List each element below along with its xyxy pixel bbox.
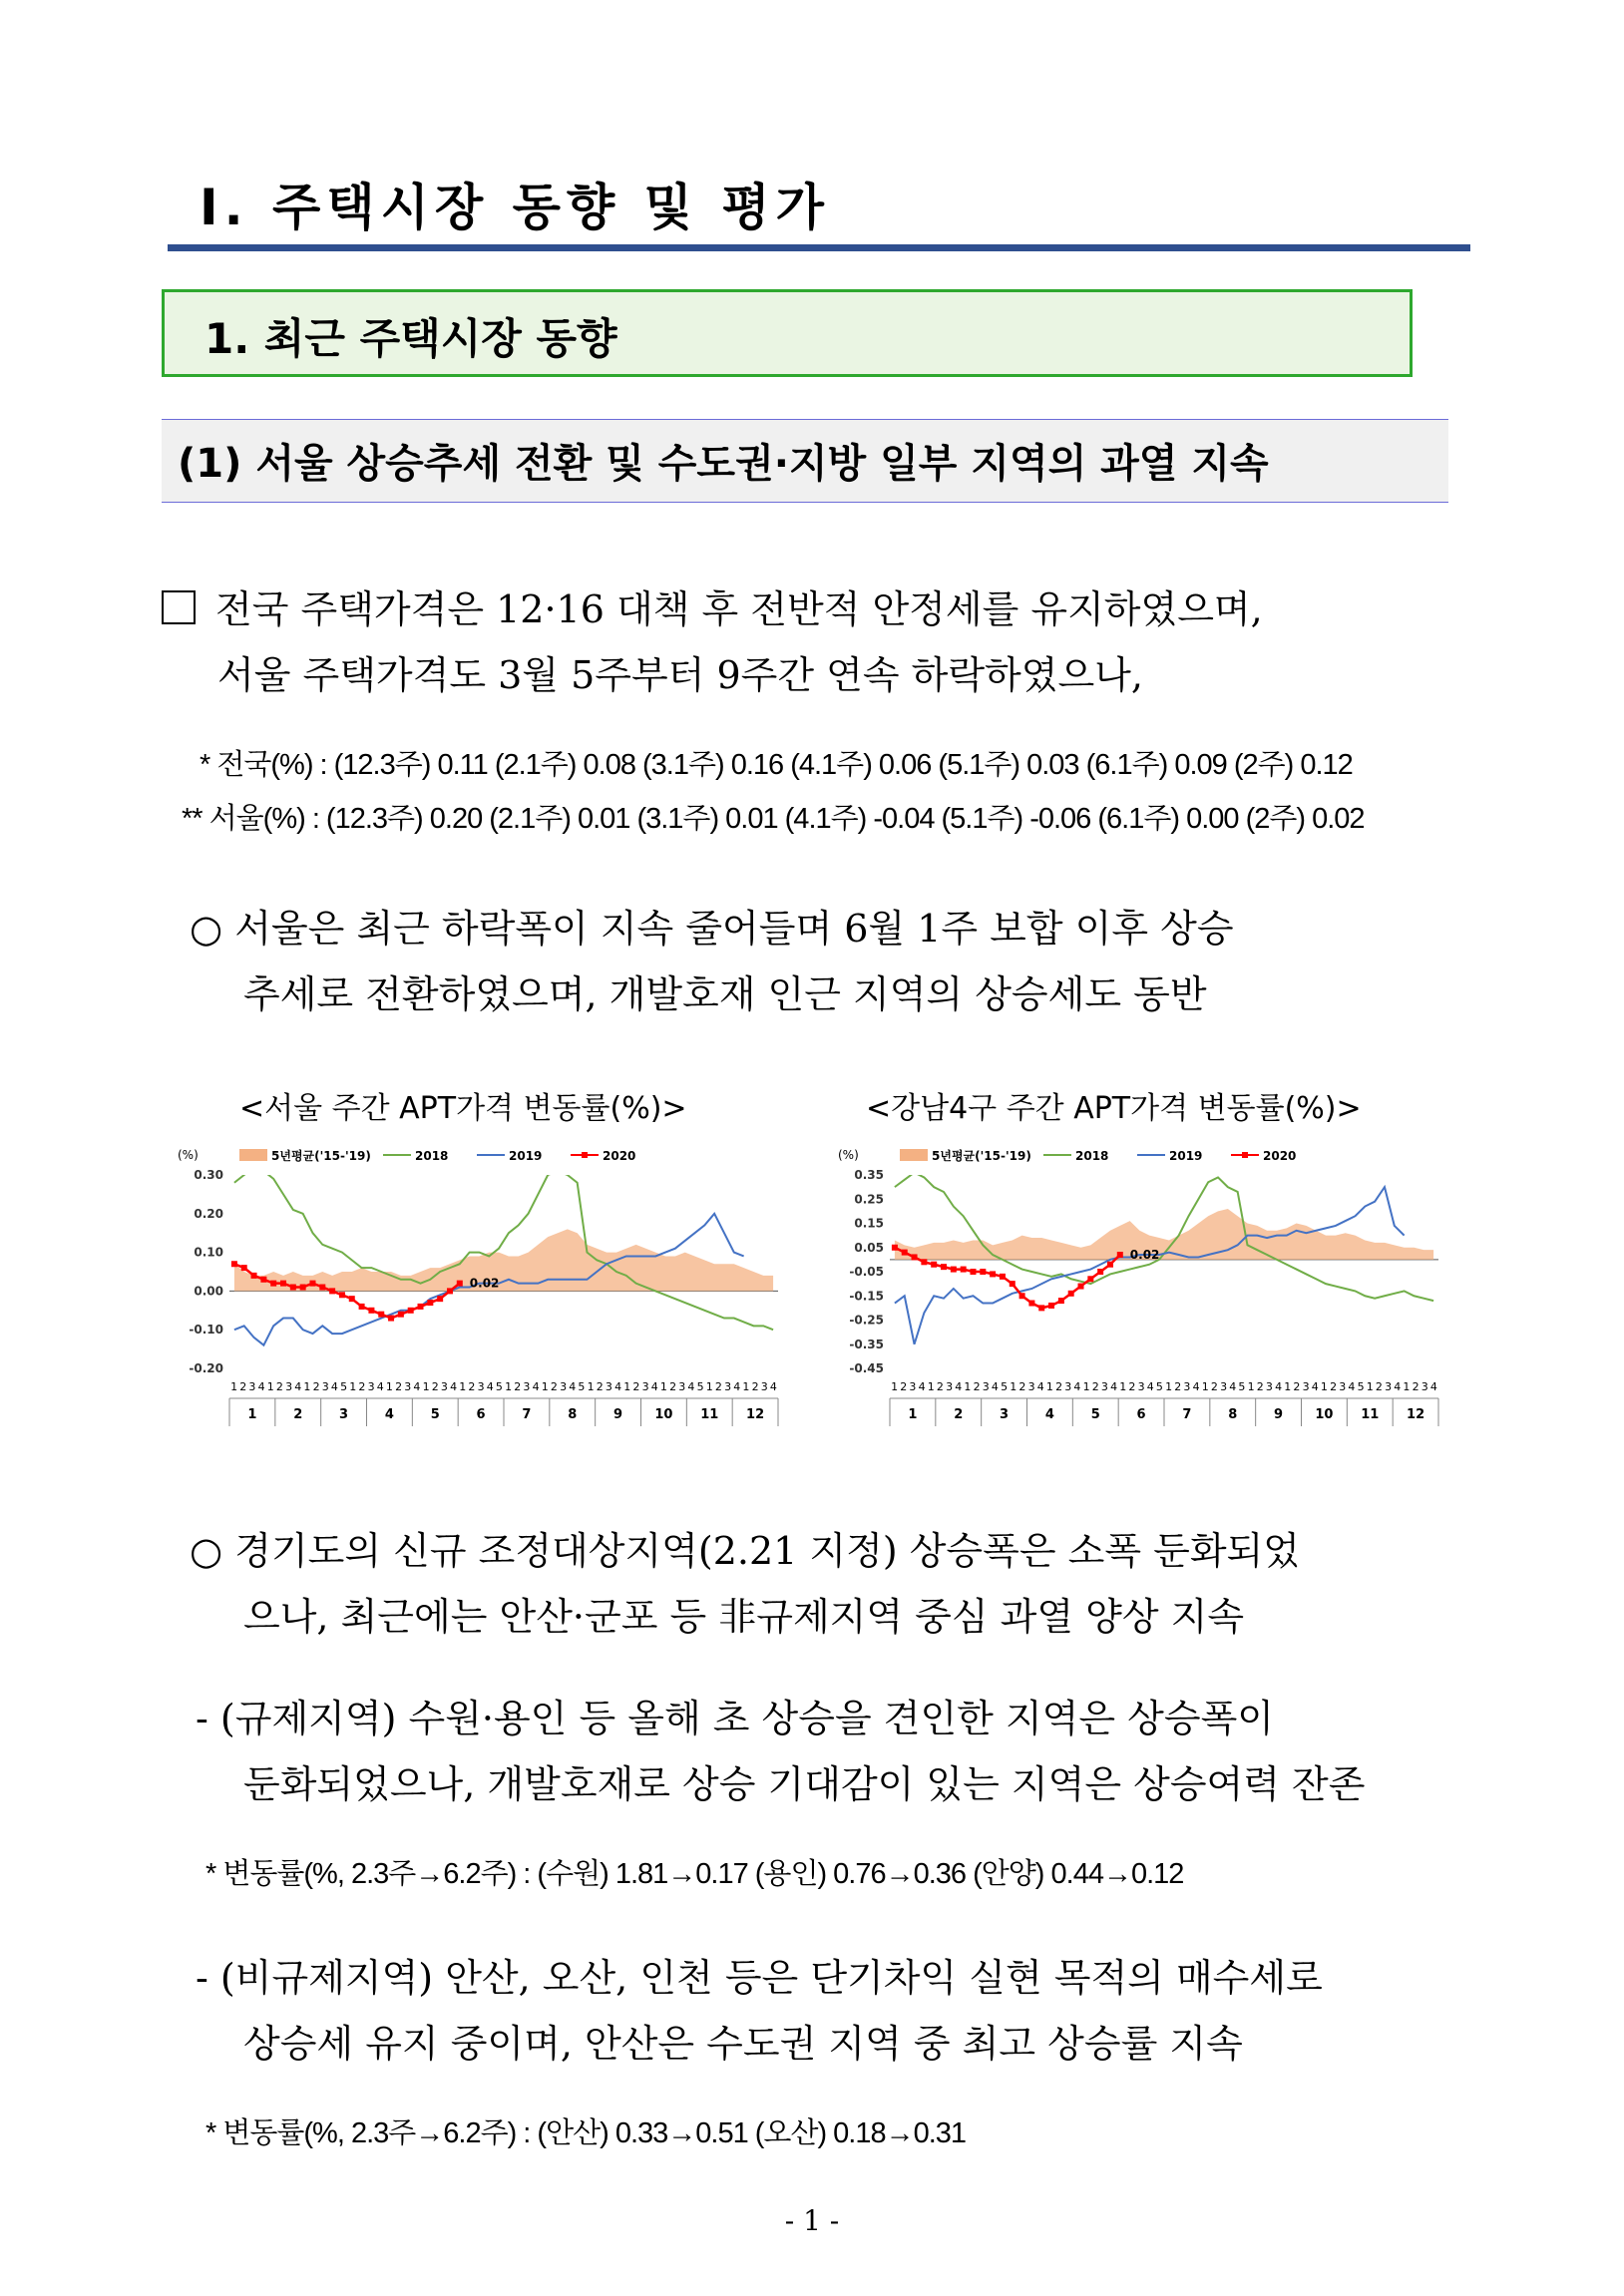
x-week-label: 2: [1091, 1380, 1099, 1393]
y-tick-label: -0.20: [189, 1361, 223, 1375]
point-2020: [1107, 1262, 1113, 1268]
legend-label: 2019: [509, 1149, 543, 1163]
bullet1-line1: ○ 서울은 최근 하락폭이 지속 줄어들며 6월 1주 보합 이후 상승: [190, 907, 1234, 951]
point-2020: [290, 1285, 296, 1291]
legend-label: 2018: [1075, 1149, 1109, 1163]
point-2020: [892, 1245, 898, 1251]
x-week-label: 4: [991, 1380, 999, 1393]
x-week-label: 4: [1110, 1380, 1118, 1393]
x-week-label: 2: [669, 1380, 677, 1393]
x-week-label: 4: [650, 1380, 658, 1393]
point-2020: [1019, 1293, 1025, 1299]
x-month-label: 12: [746, 1407, 765, 1422]
x-week-label: 3: [946, 1380, 954, 1393]
point-2020: [970, 1269, 976, 1275]
x-week-label: 2: [239, 1380, 247, 1393]
point-2020: [941, 1264, 947, 1270]
x-week-label: 5: [1155, 1380, 1163, 1393]
x-week-label: 2: [1055, 1380, 1063, 1393]
x-month-label: 10: [1315, 1407, 1334, 1422]
point-2020: [951, 1267, 957, 1273]
x-week-label: 2: [550, 1380, 558, 1393]
x-week-label: 5: [1357, 1380, 1365, 1393]
x-month-label: 3: [1000, 1407, 1010, 1422]
x-month-label: 10: [654, 1407, 673, 1422]
x-week-label: 1: [891, 1380, 899, 1393]
point-2020: [1087, 1276, 1093, 1282]
dash2-line2: 상승세 유지 중이며, 안산은 수도권 지역 중 최고 상승률 지속: [243, 2022, 1243, 2066]
subsection-title: 1. 최근 주택시장 동향: [204, 314, 617, 363]
x-week-label: 3: [1100, 1380, 1108, 1393]
x-month-label: 8: [1228, 1407, 1238, 1422]
x-month-label: 2: [954, 1407, 964, 1422]
x-month-label: 3: [339, 1407, 349, 1422]
para1-line1: [162, 576, 1263, 642]
bullet2-line2: 으나, 최근에는 안산·군포 등 非규제지역 중심 과열 양상 지속: [243, 1595, 1245, 1639]
x-week-label: 1: [1366, 1380, 1374, 1393]
x-week-label: 3: [523, 1380, 531, 1393]
para1-line1-text: 전국 주택가격은 12·16 대책 후 전반적 안정세를 유지하였으며,: [215, 587, 1263, 631]
chart-seoul: [168, 1137, 792, 1436]
x-week-label: 4: [918, 1380, 926, 1393]
x-week-label: 2: [973, 1380, 981, 1393]
x-week-label: 3: [1385, 1380, 1393, 1393]
note-seoul: ** 서울(%) : (12.3주) 0.20 (2.1주) 0.01 (3.1주) 0.01 (4.1주) -0.04 (5.1주) -0.06 (6.1주) 0.00 (2주) 0.02: [182, 803, 1365, 835]
point-2020: [241, 1265, 247, 1271]
note-regulated: * 변동률(%, 2.3주→6.2주) : (수원) 1.81→0.17 (용인) 0.76→0.36 (안양) 0.44→0.12: [205, 1858, 1184, 1890]
x-month-label: 8: [568, 1407, 578, 1422]
x-week-label: 3: [678, 1380, 686, 1393]
x-week-label: 2: [1210, 1380, 1218, 1393]
x-month-label: 5: [1090, 1407, 1100, 1422]
x-week-label: 1: [1320, 1380, 1328, 1393]
point-2020: [427, 1300, 433, 1306]
x-week-label: 1: [303, 1380, 311, 1393]
legend-label: 2020: [1263, 1149, 1297, 1163]
point-2020: [260, 1277, 266, 1283]
dash1-line1: - (규제지역) 수원·용인 등 올해 초 상승을 견인한 지역은 상승폭이: [196, 1697, 1274, 1740]
x-week-label: 2: [431, 1380, 439, 1393]
point-2020: [359, 1304, 365, 1310]
point-2020: [1058, 1298, 1064, 1304]
page-number: - 1 -: [784, 2204, 840, 2237]
x-week-label: 4: [1073, 1380, 1081, 1393]
dash1-line2: 둔화되었으나, 개발호재로 상승 기대감이 있는 지역은 상승여력 잔존: [243, 1762, 1366, 1806]
y-tick-label: 0.25: [854, 1192, 884, 1207]
x-month-label: 7: [522, 1407, 532, 1422]
point-2020: [339, 1292, 345, 1298]
x-week-label: 2: [1256, 1380, 1264, 1393]
x-week-label: 3: [1137, 1380, 1145, 1393]
x-week-label: 4: [1394, 1380, 1402, 1393]
x-week-label: 3: [760, 1380, 768, 1393]
point-2020: [1038, 1305, 1044, 1311]
x-week-label: 1: [927, 1380, 935, 1393]
y-tick-label: -0.05: [849, 1265, 884, 1279]
x-month-label: 9: [1274, 1407, 1284, 1422]
x-week-label: 1: [349, 1380, 357, 1393]
x-week-label: 3: [1064, 1380, 1072, 1393]
legend-label: 2018: [415, 1149, 449, 1163]
x-week-label: 3: [1302, 1380, 1310, 1393]
point-2020: [398, 1312, 404, 1318]
point-2020: [319, 1285, 325, 1291]
point-2020: [457, 1281, 463, 1287]
x-week-label: 3: [321, 1380, 329, 1393]
point-2020: [1097, 1269, 1103, 1275]
point-2020: [980, 1269, 986, 1275]
bullet2-line1: ○ 경기도의 신규 조정대상지역(2.21 지정) 상승폭은 소폭 둔화되었: [190, 1529, 1300, 1573]
plot-area: [892, 1173, 1433, 1344]
annotation-label: 0.02: [1129, 1248, 1160, 1263]
x-week-label: 2: [312, 1380, 320, 1393]
x-week-label: 4: [486, 1380, 494, 1393]
x-week-label: 5: [578, 1380, 586, 1393]
x-week-label: 4: [330, 1380, 338, 1393]
section-title: Ⅰ. 주택시장 동향 및 평가: [200, 179, 830, 236]
x-week-label: 2: [632, 1380, 640, 1393]
x-week-label: 4: [1229, 1380, 1237, 1393]
chart-gangnam: [828, 1137, 1452, 1436]
x-week-label: 5: [696, 1380, 704, 1393]
legend-label: 5년평균('15-'19): [932, 1149, 1031, 1163]
point-2020: [447, 1288, 453, 1294]
point-2020: [1028, 1301, 1034, 1307]
x-week-label: 1: [623, 1380, 631, 1393]
x-week-label: 1: [964, 1380, 972, 1393]
x-week-label: 2: [900, 1380, 908, 1393]
x-week-label: 1: [459, 1380, 467, 1393]
x-week-label: 3: [1027, 1380, 1035, 1393]
x-week-label: 4: [769, 1380, 777, 1393]
point-2020: [1000, 1274, 1006, 1280]
point-2020: [931, 1262, 937, 1268]
y-tick-label: -0.25: [849, 1313, 884, 1328]
dash2-line1: - (비규제지역) 안산, 오산, 인천 등은 단기차익 실현 목적의 매수세로: [196, 1956, 1323, 2000]
x-week-label: 5: [495, 1380, 503, 1393]
point-2020: [408, 1308, 414, 1314]
x-week-label: 4: [294, 1380, 302, 1393]
x-week-label: 4: [733, 1380, 741, 1393]
x-week-label: 4: [257, 1380, 265, 1393]
point-2020: [1068, 1291, 1074, 1297]
x-month-label: 1: [908, 1407, 918, 1422]
y-tick-label: 0.30: [194, 1168, 223, 1182]
y-tick-label: 0.05: [854, 1240, 884, 1255]
legend-label: 2019: [1169, 1149, 1203, 1163]
point-2020: [349, 1296, 355, 1302]
point-2020: [1048, 1303, 1054, 1309]
x-week-label: 2: [1128, 1380, 1136, 1393]
y-tick-label: 0.20: [194, 1206, 223, 1221]
subsection-box: [162, 289, 1413, 377]
point-2020: [329, 1288, 335, 1294]
x-week-label: 4: [450, 1380, 458, 1393]
x-week-label: 3: [440, 1380, 448, 1393]
x-week-label: 4: [569, 1380, 577, 1393]
x-month-label: 4: [384, 1407, 394, 1422]
x-week-label: 3: [404, 1380, 412, 1393]
x-week-label: 2: [358, 1380, 366, 1393]
x-week-label: 3: [1339, 1380, 1347, 1393]
series-line-2018: [234, 1167, 773, 1330]
x-week-label: 3: [1183, 1380, 1191, 1393]
x-week-label: 1: [1247, 1380, 1255, 1393]
x-month-label: 1: [247, 1407, 257, 1422]
plot-area: [231, 1167, 773, 1344]
point-2020: [921, 1259, 927, 1265]
x-week-label: 2: [596, 1380, 604, 1393]
x-week-label: 1: [1284, 1380, 1292, 1393]
legend-swatch-avg: [239, 1149, 267, 1161]
x-week-label: 2: [275, 1380, 283, 1393]
legend-marker-2020: [1242, 1152, 1248, 1158]
x-week-label: 2: [751, 1380, 759, 1393]
x-week-label: 1: [1201, 1380, 1209, 1393]
x-week-label: 1: [541, 1380, 549, 1393]
legend-label: 2020: [603, 1149, 636, 1163]
x-week-label: 4: [376, 1380, 384, 1393]
x-week-label: 3: [641, 1380, 649, 1393]
legend-label: 5년평균('15-'19): [271, 1149, 371, 1163]
legend-swatch-avg: [900, 1149, 928, 1161]
checkbox-icon: [162, 590, 196, 624]
x-week-label: 1: [1045, 1380, 1053, 1393]
x-week-label: 1: [659, 1380, 667, 1393]
legend-marker-2020: [582, 1152, 588, 1158]
x-week-label: 4: [1348, 1380, 1356, 1393]
x-week-label: 5: [1238, 1380, 1246, 1393]
x-month-label: 6: [476, 1407, 486, 1422]
point-2020: [378, 1312, 384, 1318]
x-week-label: 4: [1146, 1380, 1154, 1393]
point-2020: [388, 1316, 394, 1322]
point-2020: [251, 1273, 257, 1279]
x-week-label: 2: [1330, 1380, 1338, 1393]
x-week-label: 3: [367, 1380, 375, 1393]
point-2020: [1117, 1252, 1123, 1258]
x-week-label: 3: [982, 1380, 990, 1393]
x-week-label: 4: [1192, 1380, 1200, 1393]
x-week-label: 2: [714, 1380, 722, 1393]
bullet1-line2: 추세로 전환하였으며, 개발호재 인근 지역의 상승세도 동반: [243, 972, 1207, 1016]
point-2020: [280, 1281, 286, 1287]
y-tick-label: 0.35: [854, 1168, 884, 1182]
note-unregulated: * 변동률(%, 2.3주→6.2주) : (안산) 0.33→0.51 (오산) 0.18→0.31: [205, 2117, 967, 2149]
x-week-label: 2: [1174, 1380, 1182, 1393]
x-week-label: 1: [705, 1380, 713, 1393]
y-tick-label: -0.35: [849, 1337, 884, 1351]
x-week-label: 4: [1311, 1380, 1319, 1393]
y-tick-label: -0.10: [189, 1323, 223, 1338]
x-week-label: 1: [505, 1380, 513, 1393]
x-week-label: 3: [909, 1380, 917, 1393]
x-week-label: 4: [614, 1380, 622, 1393]
chart1-title: <서울 주간 APT가격 변동률(%)>: [239, 1091, 687, 1126]
x-week-label: 1: [385, 1380, 393, 1393]
x-week-label: 2: [1018, 1380, 1026, 1393]
chart2-title: <강남4구 주간 APT가격 변동률(%)>: [866, 1091, 1362, 1126]
x-week-label: 4: [1275, 1380, 1283, 1393]
annotation-label: 0.02: [469, 1276, 500, 1291]
y-tick-label: 0.15: [854, 1216, 884, 1231]
point-2020: [902, 1250, 908, 1256]
x-week-label: 2: [1293, 1380, 1301, 1393]
point-2020: [270, 1281, 276, 1287]
x-week-label: 2: [936, 1380, 944, 1393]
x-week-label: 3: [285, 1380, 293, 1393]
point-2020: [1010, 1281, 1015, 1287]
x-week-label: 3: [724, 1380, 732, 1393]
title-rule: [168, 244, 1470, 251]
point-2020: [437, 1296, 443, 1302]
y-tick-label: 0.00: [194, 1284, 223, 1299]
x-week-label: 2: [468, 1380, 476, 1393]
x-week-label: 2: [1412, 1380, 1420, 1393]
x-week-label: 4: [1036, 1380, 1044, 1393]
y-tick-label: -0.15: [849, 1289, 884, 1304]
point-2020: [418, 1304, 424, 1310]
x-month-label: 11: [1361, 1407, 1380, 1422]
x-week-label: 1: [230, 1380, 238, 1393]
x-week-label: 1: [742, 1380, 750, 1393]
x-week-label: 3: [560, 1380, 568, 1393]
x-week-label: 5: [1001, 1380, 1009, 1393]
note-national: * 전국(%) : (12.3주) 0.11 (2.1주) 0.08 (3.1주) 0.16 (4.1주) 0.06 (5.1주) 0.03 (6.1주) 0.09 (2주) 0.12: [200, 749, 1353, 781]
x-week-label: 3: [477, 1380, 485, 1393]
x-week-label: 1: [266, 1380, 274, 1393]
x-week-label: 1: [1119, 1380, 1127, 1393]
heading: (1) 서울 상승추세 전환 및 수도권·지방 일부 지역의 과열 지속: [178, 441, 1269, 487]
heading-bar: [162, 419, 1448, 503]
x-week-label: 1: [1010, 1380, 1017, 1393]
x-week-label: 1: [1165, 1380, 1173, 1393]
x-week-label: 5: [340, 1380, 348, 1393]
point-2020: [1078, 1284, 1084, 1290]
x-week-label: 3: [605, 1380, 612, 1393]
x-week-label: 2: [1375, 1380, 1383, 1393]
point-2020: [368, 1308, 374, 1314]
x-month-label: 12: [1407, 1407, 1425, 1422]
x-week-label: 3: [1220, 1380, 1228, 1393]
x-week-label: 4: [1429, 1380, 1437, 1393]
point-2020: [300, 1285, 306, 1291]
x-week-label: 1: [587, 1380, 595, 1393]
x-week-label: 1: [1403, 1380, 1411, 1393]
x-month-label: 4: [1044, 1407, 1054, 1422]
x-week-label: 2: [514, 1380, 522, 1393]
x-month-label: 7: [1182, 1407, 1192, 1422]
x-week-label: 1: [1082, 1380, 1090, 1393]
point-2020: [990, 1271, 996, 1277]
x-week-label: 3: [248, 1380, 256, 1393]
x-week-label: 4: [532, 1380, 540, 1393]
x-week-label: 1: [422, 1380, 430, 1393]
y-unit-label: (%): [838, 1148, 859, 1162]
x-week-label: 3: [1265, 1380, 1273, 1393]
x-month-label: 5: [430, 1407, 440, 1422]
x-week-label: 4: [955, 1380, 963, 1393]
x-month-label: 6: [1136, 1407, 1146, 1422]
point-2020: [309, 1281, 315, 1287]
x-month-label: 9: [613, 1407, 623, 1422]
x-week-label: 2: [395, 1380, 403, 1393]
y-tick-label: 0.10: [194, 1245, 223, 1260]
x-week-label: 4: [413, 1380, 421, 1393]
point-2020: [961, 1267, 967, 1273]
series-line-2019: [895, 1187, 1405, 1344]
para1-line2: 서울 주택가격도 3월 5주부터 9주간 연속 하락하였으나,: [217, 653, 1143, 697]
y-unit-label: (%): [178, 1148, 199, 1162]
y-tick-label: -0.45: [849, 1361, 884, 1375]
x-week-label: 3: [1421, 1380, 1428, 1393]
point-2020: [231, 1261, 237, 1267]
x-week-label: 4: [687, 1380, 695, 1393]
x-month-label: 11: [700, 1407, 719, 1422]
x-month-label: 2: [293, 1407, 303, 1422]
point-2020: [912, 1254, 918, 1260]
